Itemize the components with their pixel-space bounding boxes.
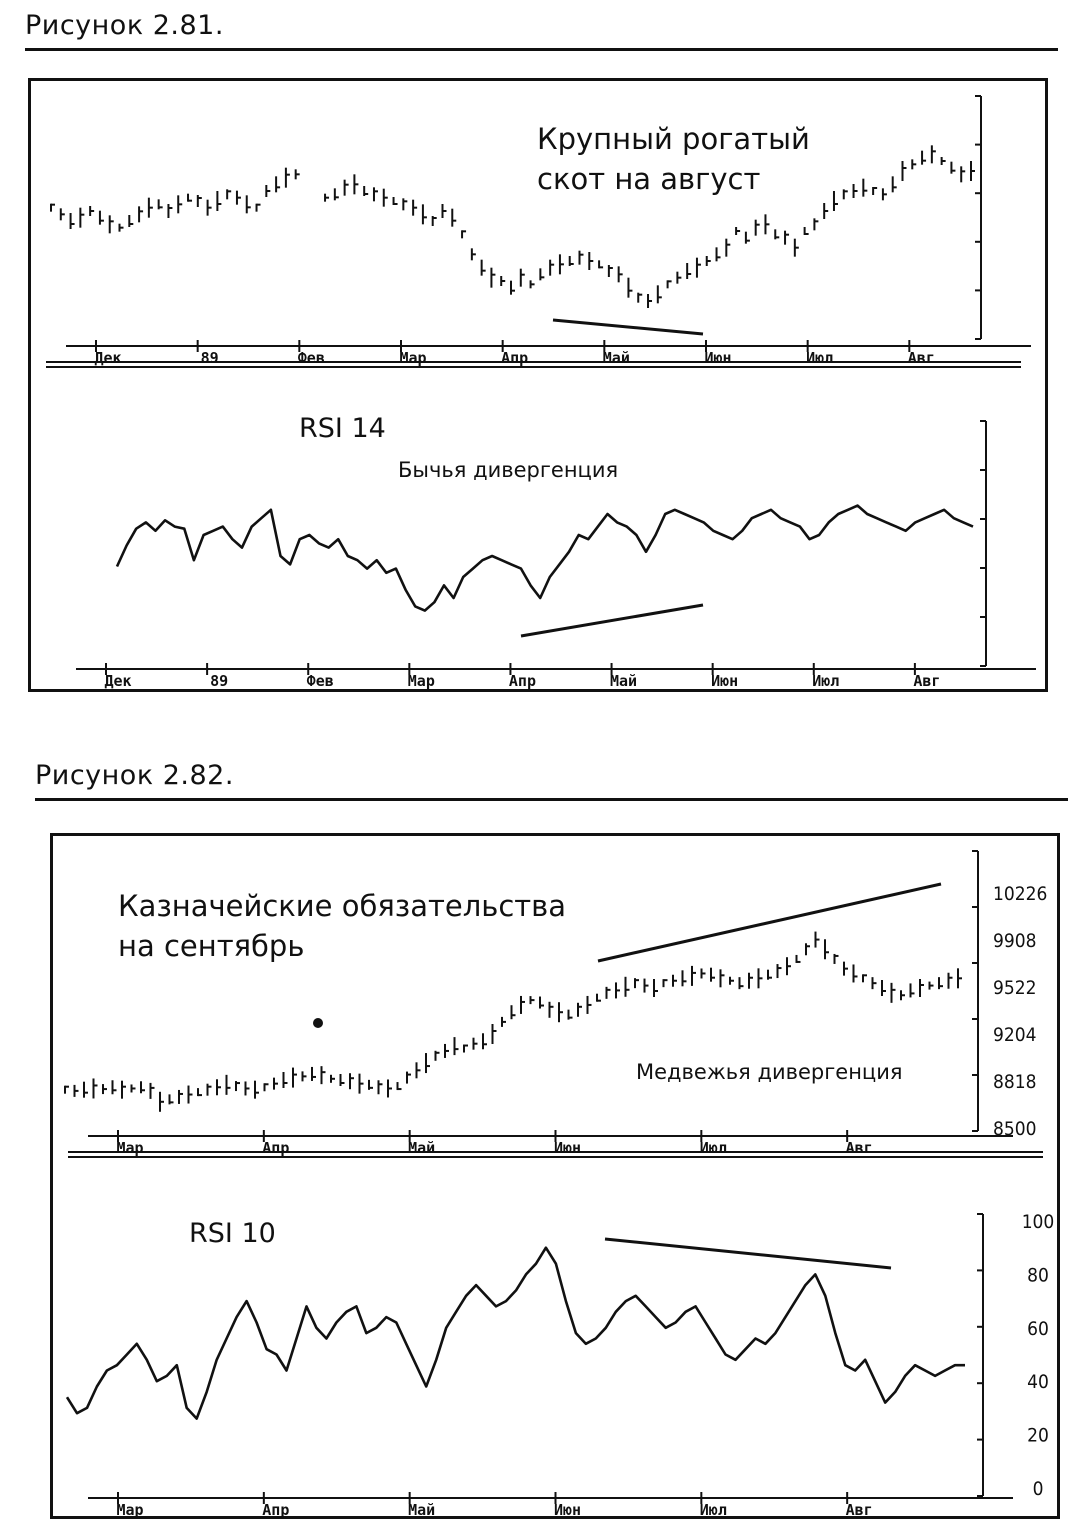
treasury-price-x-tick-label-5: Авг: [845, 1139, 873, 1157]
treasury-y-tick-label-0: 10226: [993, 883, 1048, 905]
rsi10-y-tick-label-2: 60: [1027, 1317, 1049, 1340]
cattle-price-x-tick-label-4: Апр: [501, 349, 529, 367]
rsi10-x-tick-label-4: Июл: [699, 1501, 727, 1519]
rsi14-x-tick-label-7: Июл: [812, 672, 840, 690]
treasury-price-x-tick-label-4: Июл: [699, 1139, 727, 1157]
chart-281-title-line1: Крупный рогатый: [537, 122, 810, 156]
rsi10-x-tick-label-0: Мар: [116, 1501, 144, 1519]
figure-title-281: Рисунок 2.81.: [25, 10, 224, 41]
treasury-price-trendline: [598, 884, 941, 961]
rsi14-x-tick-label-0: Дек: [104, 672, 132, 690]
treasury-price-x-tick-label-3: Июн: [553, 1139, 582, 1157]
treasury-y-tick-label-3: 9204: [993, 1024, 1037, 1046]
rsi14-x-tick-label-3: Мар: [407, 672, 435, 690]
chart-panel-281: [28, 78, 1048, 692]
cattle-price-x-tick-label-2: Фев: [297, 349, 325, 367]
cattle-price-trendline: [553, 320, 703, 334]
rsi14-x-tick-label-2: Фев: [306, 672, 334, 690]
rsi14-title: RSI 14: [299, 413, 386, 444]
treasury-y-tick-label-5: 8500: [993, 1118, 1037, 1140]
treasury-price-x-tick-label-0: Мар: [116, 1139, 144, 1157]
rsi10-title: RSI 10: [189, 1218, 276, 1249]
rsi10-y-tick-label-5: 0: [1032, 1478, 1044, 1500]
rsi10-x-tick-label-2: Май: [408, 1501, 436, 1519]
cattle-price-x-tick-label-8: Авг: [907, 349, 935, 367]
rsi14-x-tick-label-4: Апр: [508, 672, 536, 690]
rsi10-y-tick-label-0: 100: [1021, 1211, 1055, 1233]
cattle-price-x-tick-label-0: Дек: [94, 349, 122, 367]
rsi10-x-tick-label-1: Апр: [262, 1501, 290, 1519]
cattle-price-x-tick-label-6: Июн: [704, 349, 732, 367]
treasury-y-tick-label-2: 9522: [993, 977, 1037, 999]
rsi10-y-tick-label-4: 20: [1027, 1424, 1049, 1447]
cattle-price-x-tick-label-1: 89: [200, 349, 219, 367]
rsi10-x-tick-label-3: Июн: [553, 1501, 582, 1519]
treasury-y-tick-label-1: 9908: [993, 930, 1037, 952]
rsi10-trendline: [605, 1239, 891, 1268]
treasury-price-x-tick-label-2: Май: [408, 1139, 436, 1157]
rsi14-x-tick-label-8: Авг: [913, 672, 941, 690]
cattle-price-x-tick-label-3: Мар: [399, 349, 427, 367]
chart-281-title-line2: скот на август: [537, 162, 761, 196]
chart-panel-282: [50, 833, 1060, 1519]
cattle-price-x-tick-label-7: Июл: [806, 349, 834, 367]
rsi14-series-line: [117, 506, 973, 611]
rsi14-x-tick-label-5: Май: [610, 672, 638, 690]
bearish-divergence-label: Медвежья дивергенция: [636, 1060, 903, 1084]
figure-rule-281: [25, 48, 1058, 51]
treasury-y-tick-label-4: 8818: [993, 1071, 1037, 1093]
rsi14-x-tick-label-1: 89: [210, 672, 229, 690]
rsi10-y-tick-label-1: 80: [1027, 1264, 1049, 1287]
figure-title-282: Рисунок 2.82.: [35, 760, 234, 791]
treasury-price-x-tick-label-1: Апр: [262, 1139, 290, 1157]
cattle-price-x-tick-label-5: Май: [602, 349, 630, 367]
figure-rule-282: [35, 798, 1068, 801]
treasury-dot-mark: [313, 1018, 323, 1028]
rsi10-y-tick-label-3: 40: [1027, 1371, 1049, 1394]
rsi10-x-tick-label-5: Авг: [845, 1501, 873, 1519]
rsi10-series-line: [67, 1248, 965, 1419]
rsi14-x-tick-label-6: Июн: [711, 672, 739, 690]
chart-282-title-line1: Казначейские обязательства: [118, 889, 567, 923]
chart-282-title-line2: на сентябрь: [118, 929, 305, 963]
bullish-divergence-label: Бычья дивергенция: [398, 458, 619, 482]
rsi14-trendline: [521, 605, 703, 636]
